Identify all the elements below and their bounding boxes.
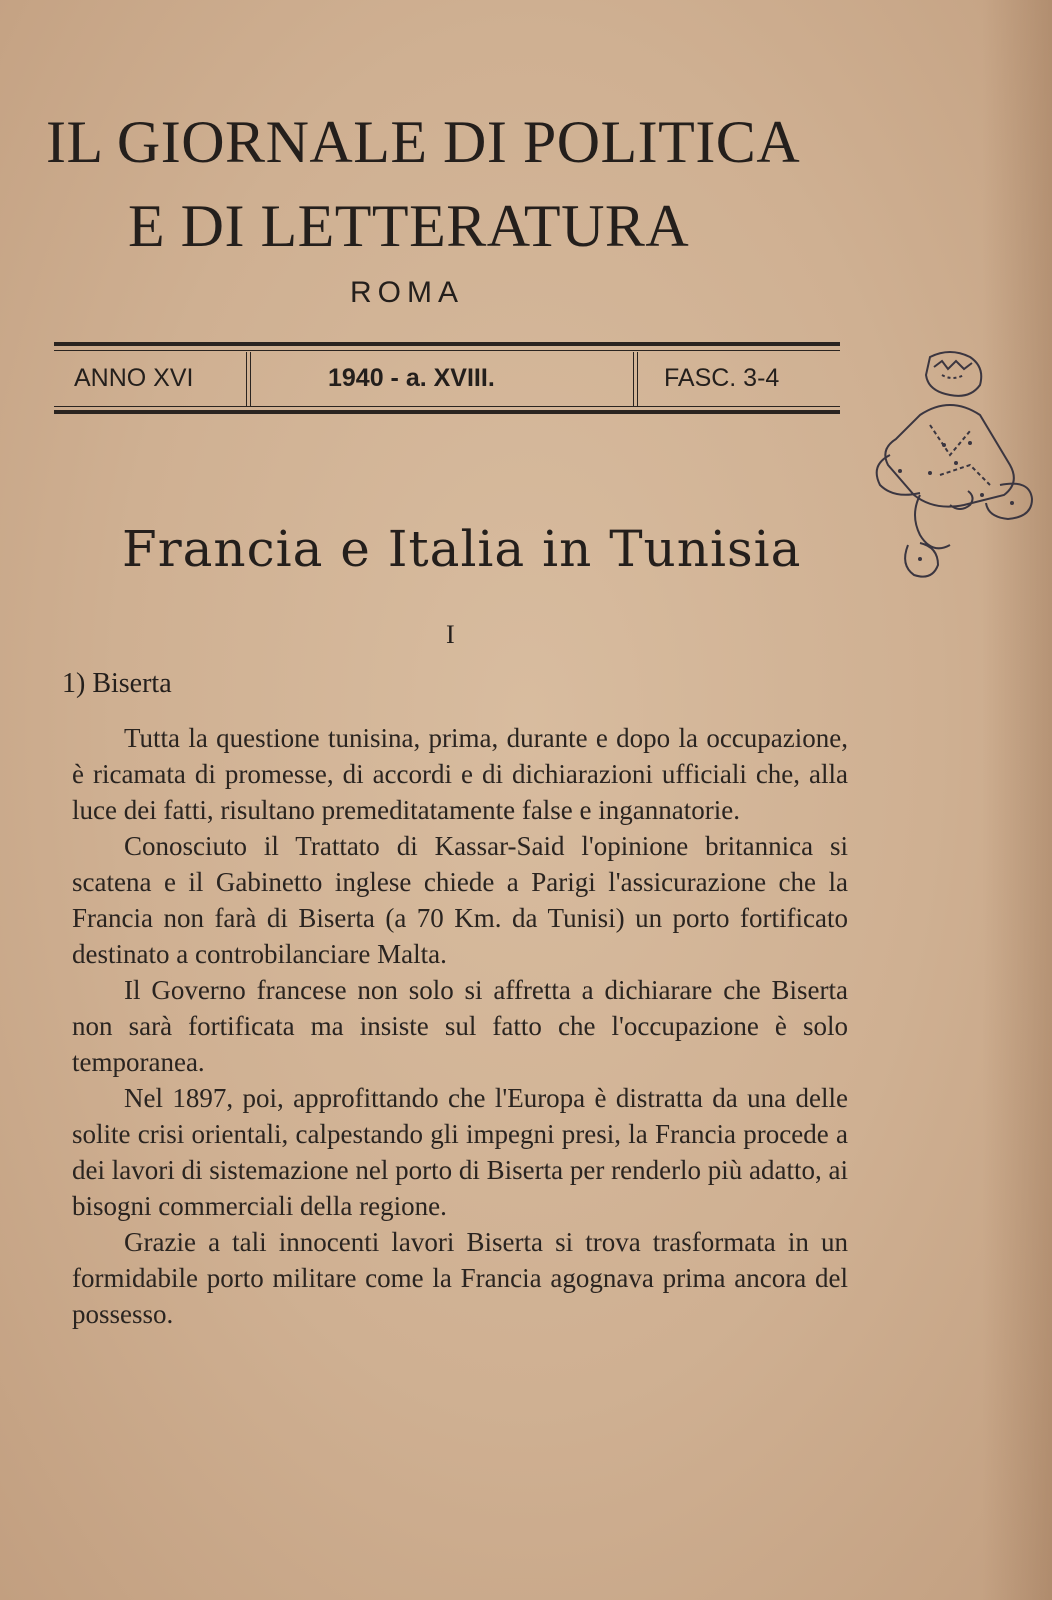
issue-year: 1940 - a. XVIII. xyxy=(328,364,495,392)
section-heading: 1) Biserta xyxy=(62,668,172,699)
paragraph: Grazie a tali innocenti lavori Biserta si trova trasformata in un formidabile porto militare come la Francia agognava prima ancora del possesso. xyxy=(72,1227,848,1329)
paragraph: Il Governo francese non solo si affretta a dichiarare che Biserta non sarà fortificata ma insiste sul fatto che l'occupazione è solo temporanea. xyxy=(72,975,848,1077)
issue-divider-1 xyxy=(246,352,247,406)
rule-bottom-thin xyxy=(54,406,840,407)
rule-top-thin xyxy=(54,350,840,351)
rule-top-thick xyxy=(54,342,840,346)
masthead-title-line2: E DI LETTERATURA xyxy=(128,193,690,259)
page-edge-shadow xyxy=(982,0,1052,1600)
library-stamp-icon xyxy=(860,345,1050,605)
chapter-number: I xyxy=(446,620,455,649)
issue-divider-2 xyxy=(633,352,634,406)
issue-fascicolo: FASC. 3-4 xyxy=(664,364,780,392)
issue-anno: ANNO XVI xyxy=(74,364,194,392)
article-body xyxy=(72,720,848,1332)
masthead-city: ROMA xyxy=(350,276,464,309)
issue-divider-2b xyxy=(637,352,638,406)
paragraph: Nel 1897, poi, approfittando che l'Europa è distratta da una delle solite crisi orientali, calpestando gli impegni presi, la Francia procede a dei lavori di sistemazione nel porto di Biserta per renderlo più adatto, ai bisogni commerciali della regione. xyxy=(72,1083,849,1221)
paragraph: Tutta la questione tunisina, prima, durante e dopo la occupazione, è ricamata di promesse, di accordi e di dichiarazioni ufficiali che, alla luce dei fatti, risultano premeditatamente false e ingannatorie. xyxy=(72,723,848,825)
issue-divider-1b xyxy=(250,352,251,406)
rule-bottom-thick xyxy=(54,410,840,414)
masthead-title-line1: IL GIORNALE DI POLITICA xyxy=(46,109,801,175)
article-title: Francia e Italia in Tunisia xyxy=(122,520,802,578)
paragraph: Conosciuto il Trattato di Kassar-Said l'opinione britannica si scatena e il Gabinetto inglese chiede a Parigi l'assicurazione che la Francia non farà di Biserta (a 70 Km. da Tunisi) un porto fortificato destinato a controbilanciare Malta. xyxy=(72,831,848,969)
